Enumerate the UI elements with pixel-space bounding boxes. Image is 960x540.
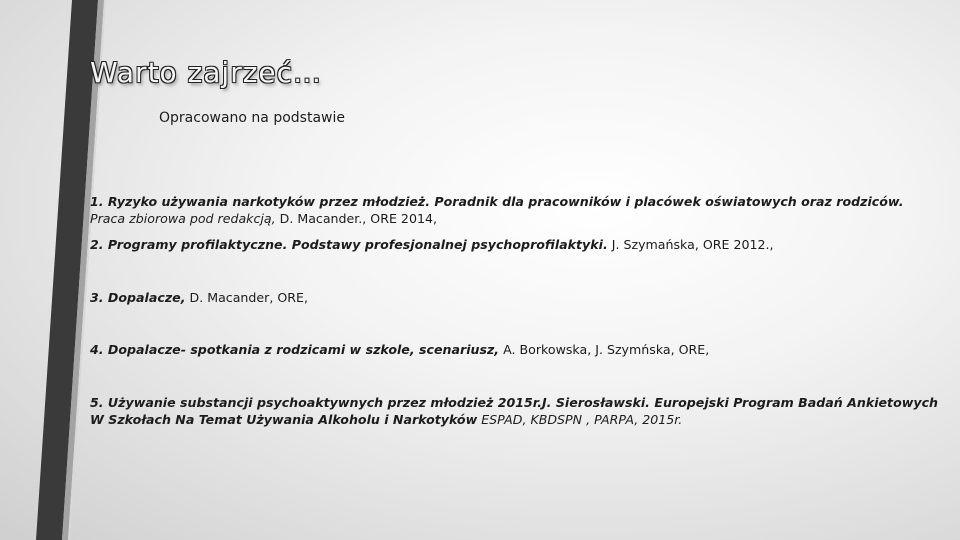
- slide-title: Warto zajrzeć…: [90, 56, 323, 89]
- reference-4-author: A. Borkowska, J. Szymńska, ORE,: [499, 342, 710, 357]
- reference-3-title: 3. Dopalacze,: [90, 290, 186, 305]
- reference-1-author: D. Macander., ORE 2014,: [275, 211, 437, 226]
- reference-3-author: D. Macander, ORE,: [185, 290, 308, 305]
- reference-item-3: [90, 289, 942, 306]
- reference-5-title: 5. Używanie substancji psychoaktywnych przez młodzież 2015r.J. Sierosławski. Europejski Program Badań Ankietowych W Szkołach Na Temat Używania Alkoholu i Narkotyków: [90, 395, 939, 427]
- reference-5-publisher: ESPAD, KBDSPN , PARPA, 2015r.: [477, 412, 683, 427]
- reference-1-editor-note: Praca zbiorowa pod redakcją,: [90, 211, 276, 226]
- reference-1-title: 1. Ryzyko używania narkotyków przez młodzież. Poradnik dla pracowników i placówek oświatowych oraz rodziców.: [90, 194, 904, 209]
- reference-2-title: 2. Programy profilaktyczne. Podstawy profesjonalnej psychoprofilaktyki.: [90, 237, 608, 252]
- reference-item-5: [90, 394, 942, 428]
- reference-item-2: [90, 236, 942, 253]
- reference-item-1: [90, 193, 942, 227]
- slide-subtitle: Opracowano na podstawie: [159, 110, 345, 126]
- reference-4-title: 4. Dopalacze- spotkania z rodzicami w szkole, scenariusz,: [90, 342, 500, 357]
- reference-2-author: J. Szymańska, ORE 2012.,: [607, 237, 774, 252]
- decor-bar-dark: [36, 0, 98, 540]
- reference-item-4: [90, 341, 942, 358]
